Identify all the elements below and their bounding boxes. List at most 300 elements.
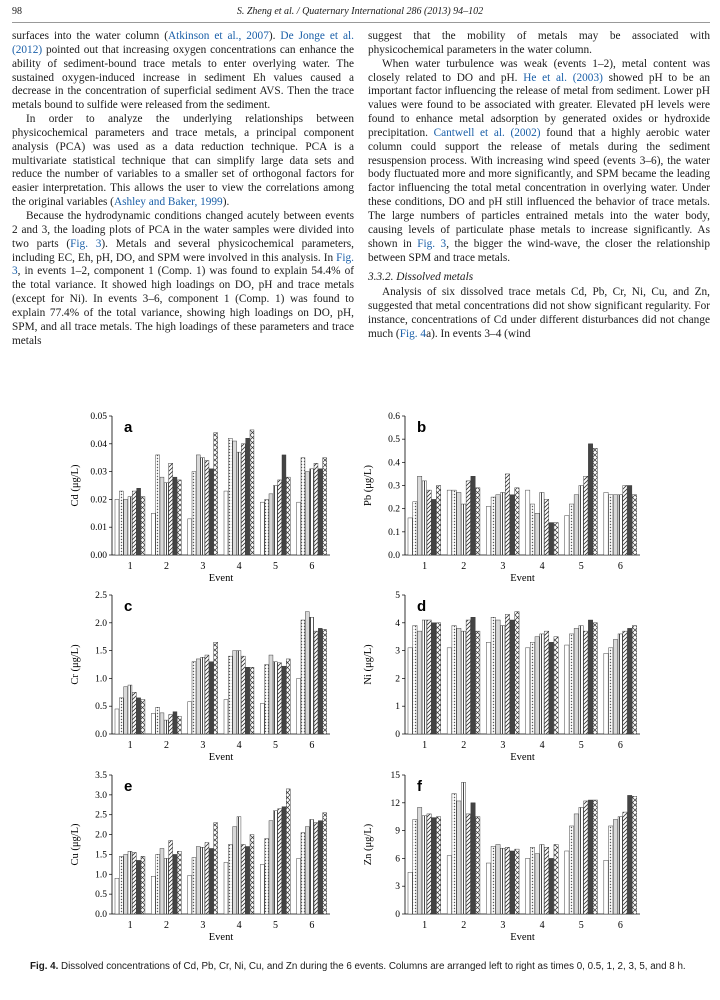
bar (632, 626, 636, 734)
bar (510, 495, 514, 555)
text-run: a). In events 3–4 (wind (426, 327, 531, 340)
bar (584, 631, 588, 734)
bar (310, 469, 314, 555)
x-tick-label: 3 (500, 561, 506, 572)
bar (501, 492, 505, 555)
x-tick-label: 3 (500, 920, 506, 931)
bar (164, 483, 168, 555)
y-tick-label: 2.0 (95, 618, 107, 629)
running-title: S. Zheng et al. / Quaternary International 286 (2013) 94–102 (236, 6, 484, 17)
bar (265, 839, 269, 914)
x-tick-label: 1 (422, 920, 428, 931)
x-tick-label: 5 (578, 740, 584, 751)
bar (526, 648, 530, 734)
paragraph (368, 58, 710, 266)
panel-label: c (124, 598, 133, 615)
bar (273, 662, 277, 734)
bar (224, 862, 228, 914)
bar (413, 502, 417, 555)
x-tick-label: 1 (127, 561, 133, 572)
chart-panel-e (70, 771, 330, 943)
bar (318, 628, 322, 734)
bar (408, 872, 412, 914)
y-tick-label: 3.0 (95, 790, 107, 801)
bar (604, 492, 608, 555)
y-tick-label: 0.03 (90, 467, 107, 478)
bar (132, 852, 136, 914)
bar (124, 499, 128, 555)
bar (569, 634, 573, 734)
x-tick-label: 2 (164, 740, 169, 751)
bar (141, 497, 145, 555)
x-tick-label: 5 (273, 561, 278, 572)
bar (282, 666, 286, 734)
citation-link[interactable]: Cantwell et al. (2002) (433, 126, 541, 139)
bar (618, 817, 622, 914)
text-run: found that a highly aerobic water column could support the release of metals during the sediment resuspension process. With increasing wind speed (events 3–6), the water body fluctuated more and more significantly, and SPM became the leading factor influencing the total metal concentration in overlying water. Under these conditions, DO and pH still influenced the behavior of trace metals. The large numbers of particles entrained metals into the water body, causing levels of particulate phase metals to increase significantly. As shown in (368, 126, 710, 250)
bar (565, 851, 569, 914)
panel-label: b (417, 419, 427, 436)
bar (613, 819, 617, 914)
y-tick-label: 0.00 (90, 551, 107, 561)
bar (250, 835, 254, 914)
bar (115, 499, 119, 555)
bar (224, 700, 228, 734)
bar (269, 655, 273, 734)
bar (160, 848, 164, 914)
citation-link[interactable]: Atkinson et al., 2007 (167, 30, 269, 42)
bar (427, 814, 431, 914)
bar (228, 845, 232, 915)
y-tick-label: 0.0 (95, 730, 107, 740)
bar (141, 700, 145, 734)
x-tick-label: 5 (273, 740, 278, 751)
bar (278, 480, 282, 555)
bar (237, 452, 241, 555)
bar (457, 628, 461, 734)
bar (151, 513, 155, 555)
bar (192, 662, 196, 734)
panel-label: a (124, 419, 133, 436)
bar (588, 800, 592, 914)
figure-4 (0, 400, 720, 960)
bar (301, 620, 305, 734)
bar (593, 448, 597, 555)
y-tick-label: 0.5 (388, 435, 400, 446)
bar (510, 620, 514, 734)
bar (417, 476, 421, 555)
bar (604, 860, 608, 914)
bar (540, 492, 544, 555)
bar (188, 702, 192, 734)
bar (196, 659, 200, 734)
bar (160, 713, 164, 734)
bar (297, 858, 301, 914)
bar (535, 513, 539, 555)
bar (301, 833, 305, 914)
bar (214, 642, 218, 734)
bar (436, 817, 440, 914)
bar (432, 499, 436, 555)
bar (323, 458, 327, 555)
panel-label: f (417, 778, 422, 795)
y-tick-label: 5 (395, 591, 400, 601)
bar (192, 472, 196, 555)
bar (436, 486, 440, 556)
x-tick-label: 2 (461, 561, 467, 572)
bar (466, 814, 470, 914)
right-column (368, 30, 710, 342)
bar (579, 807, 583, 914)
bar (119, 491, 123, 555)
x-tick-label: 6 (617, 920, 623, 931)
bar (604, 653, 608, 734)
citation-link[interactable]: De Jonge et al. (2012) (12, 30, 354, 56)
bar (132, 491, 136, 555)
text-run: , the bigger the wind-wave, the closer the relationship between SPM and trace metals. (368, 237, 710, 264)
bar (569, 504, 573, 555)
bar (115, 878, 119, 914)
bar (286, 477, 290, 555)
bar (549, 858, 553, 914)
bar (314, 631, 318, 734)
bar (413, 819, 417, 914)
y-axis-label: Cd (μg/L) (70, 464, 81, 507)
bar (609, 495, 613, 555)
bar (151, 713, 155, 734)
bar (515, 488, 519, 555)
bar (278, 663, 282, 734)
x-tick-label: 3 (500, 740, 506, 751)
bar (505, 474, 509, 555)
bar (593, 800, 597, 914)
bar (623, 486, 627, 556)
bar (588, 444, 592, 555)
y-tick-label: 3.5 (95, 771, 107, 781)
x-tick-label: 3 (200, 920, 206, 931)
bar (260, 502, 264, 555)
bar (408, 518, 412, 555)
bar (461, 504, 465, 555)
y-tick-label: 1.5 (95, 646, 107, 657)
x-tick-label: 4 (539, 920, 545, 931)
bar (156, 455, 160, 555)
x-axis-label: Event (208, 573, 234, 584)
bar (457, 492, 461, 555)
bar (323, 813, 327, 914)
bar (579, 626, 583, 734)
bar (318, 469, 322, 555)
bar (119, 856, 123, 914)
bar (160, 477, 164, 555)
bar (246, 438, 250, 555)
bar (188, 875, 192, 914)
bar (457, 801, 461, 914)
x-tick-label: 6 (309, 740, 315, 751)
bar (115, 709, 119, 734)
bar (501, 848, 505, 914)
x-tick-label: 4 (539, 740, 545, 751)
bar (297, 502, 301, 555)
bar (510, 851, 514, 914)
bar (310, 617, 314, 734)
bar (124, 687, 128, 734)
bar (565, 516, 569, 555)
bar (584, 476, 588, 555)
bar (526, 490, 530, 555)
y-tick-label: 0.6 (388, 412, 400, 422)
bar (137, 488, 141, 555)
y-tick-label: 0.0 (95, 910, 107, 920)
bar (156, 707, 160, 734)
bar (192, 858, 196, 914)
bar (530, 642, 534, 734)
y-tick-label: 6 (395, 854, 400, 865)
bar (486, 642, 490, 734)
bar (301, 458, 305, 555)
bar (413, 626, 417, 734)
bar (286, 659, 290, 734)
bar (265, 499, 269, 555)
bar (613, 495, 617, 555)
bar (579, 486, 583, 556)
y-axis-label: Pb (μg/L) (363, 465, 374, 506)
bar (273, 486, 277, 556)
bar (565, 645, 569, 734)
bar (282, 807, 286, 914)
citation-link[interactable]: Ashley and Baker, 1999 (113, 196, 223, 209)
y-tick-label: 2.5 (95, 591, 107, 601)
bar (119, 698, 123, 734)
bar (173, 854, 177, 914)
bar (544, 499, 548, 555)
bar (209, 848, 213, 914)
bar (246, 846, 250, 914)
y-tick-label: 1.0 (95, 870, 107, 881)
citation-link[interactable]: He et al. (2003) (523, 71, 603, 84)
x-tick-label: 4 (236, 740, 242, 751)
bar (233, 441, 237, 555)
bar (241, 845, 245, 915)
y-tick-label: 0 (395, 910, 400, 920)
x-axis-label: Event (208, 752, 234, 763)
x-tick-label: 5 (578, 561, 584, 572)
bar (422, 620, 426, 734)
y-tick-label: 0.5 (95, 702, 107, 713)
bar (269, 494, 273, 555)
bar (169, 463, 173, 555)
x-tick-label: 1 (127, 740, 133, 751)
bar (233, 651, 237, 734)
y-tick-label: 1.0 (95, 674, 107, 685)
bar (314, 823, 318, 914)
bar (609, 648, 613, 734)
panel-label: d (417, 598, 427, 615)
bar (530, 847, 534, 914)
chart-panel-b (363, 412, 640, 584)
bar (228, 438, 232, 555)
bar (201, 657, 205, 734)
bar (241, 444, 245, 555)
bar (471, 803, 475, 914)
bar (164, 858, 168, 914)
bar (496, 620, 500, 734)
text-run: showed pH to be an important factor influencing the release of metal from sediment. Lower pH values were found to be associated with greater. Elevated pH levels were found to enhance metal adsorption by generated oxides or hydroxide precipitation. (368, 71, 710, 139)
bar (169, 841, 173, 914)
y-axis-label: Ni (μg/L) (363, 644, 374, 685)
bar (476, 631, 480, 734)
y-tick-label: 0.05 (90, 412, 107, 422)
bar (305, 472, 309, 555)
bar (632, 796, 636, 914)
y-tick-label: 2 (395, 674, 400, 685)
bar (554, 637, 558, 734)
bar (628, 628, 632, 734)
bar (177, 480, 181, 555)
x-tick-label: 2 (461, 740, 467, 751)
panel-label: e (124, 778, 133, 795)
text-run: Analysis of six dissolved trace metals Cd, Pb, Cr, Ni, Cu, and Zn, suggested that metal concentrations did not show significant regularity. For instance, concentrations of Cd under different disturbances did not change much ( (368, 286, 710, 340)
bar (544, 631, 548, 734)
caption-text: Dissolved concentrations of Cd, Pb, Cr, Ni, Cu, and Zn during the 6 events. Columns are arranged left to right as times 0, 0.5, 1, 2, 3, 5, and 8 h. (58, 961, 686, 972)
bar (447, 648, 451, 734)
paragraph: suggest that the mobility of metals may be associated with physicochemical parameters in the water column. (368, 30, 710, 56)
bar (436, 623, 440, 734)
x-tick-label: 4 (539, 561, 545, 572)
paragraph (12, 113, 354, 210)
text-run: ). (222, 196, 230, 209)
y-tick-label: 0.02 (90, 495, 107, 506)
bar (618, 495, 622, 555)
x-tick-label: 2 (164, 920, 169, 931)
bar (535, 854, 539, 914)
bar (461, 631, 465, 734)
bar (432, 818, 436, 914)
y-tick-label: 4 (395, 618, 400, 629)
y-tick-label: 0.1 (388, 527, 400, 538)
bar (137, 698, 141, 734)
bar (452, 626, 456, 734)
figure-link[interactable]: Fig. 3 (70, 237, 102, 250)
y-tick-label: 1.5 (95, 850, 107, 861)
y-tick-label: 0.5 (95, 890, 107, 901)
y-tick-label: 3 (395, 646, 400, 657)
bar (297, 678, 301, 734)
y-tick-label: 2.0 (95, 830, 107, 841)
bar (132, 692, 136, 734)
bar (461, 782, 465, 914)
bar (628, 795, 632, 914)
figure-link[interactable]: Fig. 4 (399, 327, 427, 340)
y-tick-label: 3 (395, 882, 400, 893)
bar (471, 617, 475, 734)
y-tick-label: 15 (390, 771, 400, 781)
text-run: In order to analyze the underlying relationships between physicochemical parameters and trace metals, a principal component analysis (PCA) was used as a data reduction technique. PCA is a multivariate statistical technique that can simplify large data sets and reduce the number of variables to a smaller set of orthogonal factors for easier interpretation. This allows the user to view the correlations among the original variables ( (12, 113, 354, 209)
bar (205, 460, 209, 555)
bar (318, 821, 322, 914)
bar (228, 656, 232, 734)
chart-panel-a (70, 412, 330, 584)
bar (260, 864, 264, 914)
y-tick-label: 1 (395, 702, 400, 713)
bar (471, 476, 475, 555)
bar (260, 703, 264, 734)
bar (628, 486, 632, 556)
bar (188, 519, 192, 555)
bar (323, 629, 327, 734)
bar (269, 821, 273, 914)
bar (250, 430, 254, 555)
figure-link[interactable]: Fig. 3 (12, 251, 354, 278)
bar (265, 665, 269, 735)
bar (501, 626, 505, 734)
chart-panel-f (363, 771, 640, 943)
bar (491, 846, 495, 914)
bar (466, 481, 470, 555)
x-axis-label: Event (510, 752, 535, 763)
bar (427, 490, 431, 555)
text-run: ). Metals and several physicochemical parameters, including EC, Eh, pH, DO, and SPM were involved in this analysis. In (12, 237, 354, 264)
bar (205, 843, 209, 914)
text-run: pointed out that increasing oxygen concentrations can enhance the ability of sediment-bound trace metals to enter overlying water. The sustained oxygen-induced increase in sediment Eh values caused a decrease in the concentration of superficial sediment AVS. Then the trace metals bound to sulfide were released from the sediment. (12, 43, 354, 112)
bar (526, 858, 530, 914)
y-axis-label: Cr (μg/L) (70, 644, 81, 685)
x-tick-label: 6 (309, 561, 315, 572)
bar (282, 455, 286, 555)
header-rule (12, 22, 710, 23)
bar (535, 637, 539, 734)
bar (540, 845, 544, 915)
bar (408, 648, 412, 734)
bar (486, 863, 490, 914)
chart-panel-d (363, 591, 640, 763)
bar (169, 715, 173, 734)
bar (476, 488, 480, 555)
bar (237, 651, 241, 734)
figure-link[interactable]: Fig. 3 (417, 237, 447, 250)
page-number: 98 (12, 6, 22, 17)
bar (486, 506, 490, 555)
bar (422, 816, 426, 914)
y-tick-label: 9 (395, 826, 400, 837)
bar (151, 876, 155, 914)
bar (224, 491, 228, 555)
text-run: , in events 1–2, component 1 (Comp. 1) was found to explain 54.4% of the total variance. It showed high loadings on DO, pH and trace metals (except for Ni). In events 3–6, component 1 (Comp. 1) was found to explain 77.4% of the total variance, showing high loadings on DO, pH, SPM, and all trace metals. The high loadings of these parameters and trace metals (12, 265, 354, 347)
x-tick-label: 1 (422, 561, 428, 572)
y-tick-label: 0.01 (90, 523, 107, 534)
bar (214, 433, 218, 555)
bar (540, 634, 544, 734)
bar (286, 789, 290, 914)
bar (201, 847, 205, 914)
y-tick-label: 0.4 (388, 458, 400, 469)
bar (233, 827, 237, 914)
bar (496, 495, 500, 555)
bar (530, 504, 534, 555)
bar (549, 523, 553, 555)
bar (128, 851, 132, 914)
chart-panel-c (70, 591, 330, 763)
bar (128, 685, 132, 734)
x-tick-label: 1 (422, 740, 428, 751)
bar (544, 847, 548, 914)
x-tick-label: 6 (309, 920, 315, 931)
y-tick-label: 2.5 (95, 810, 107, 821)
bar (201, 458, 205, 555)
bar (623, 631, 627, 734)
bar (632, 495, 636, 555)
x-tick-label: 6 (617, 740, 623, 751)
